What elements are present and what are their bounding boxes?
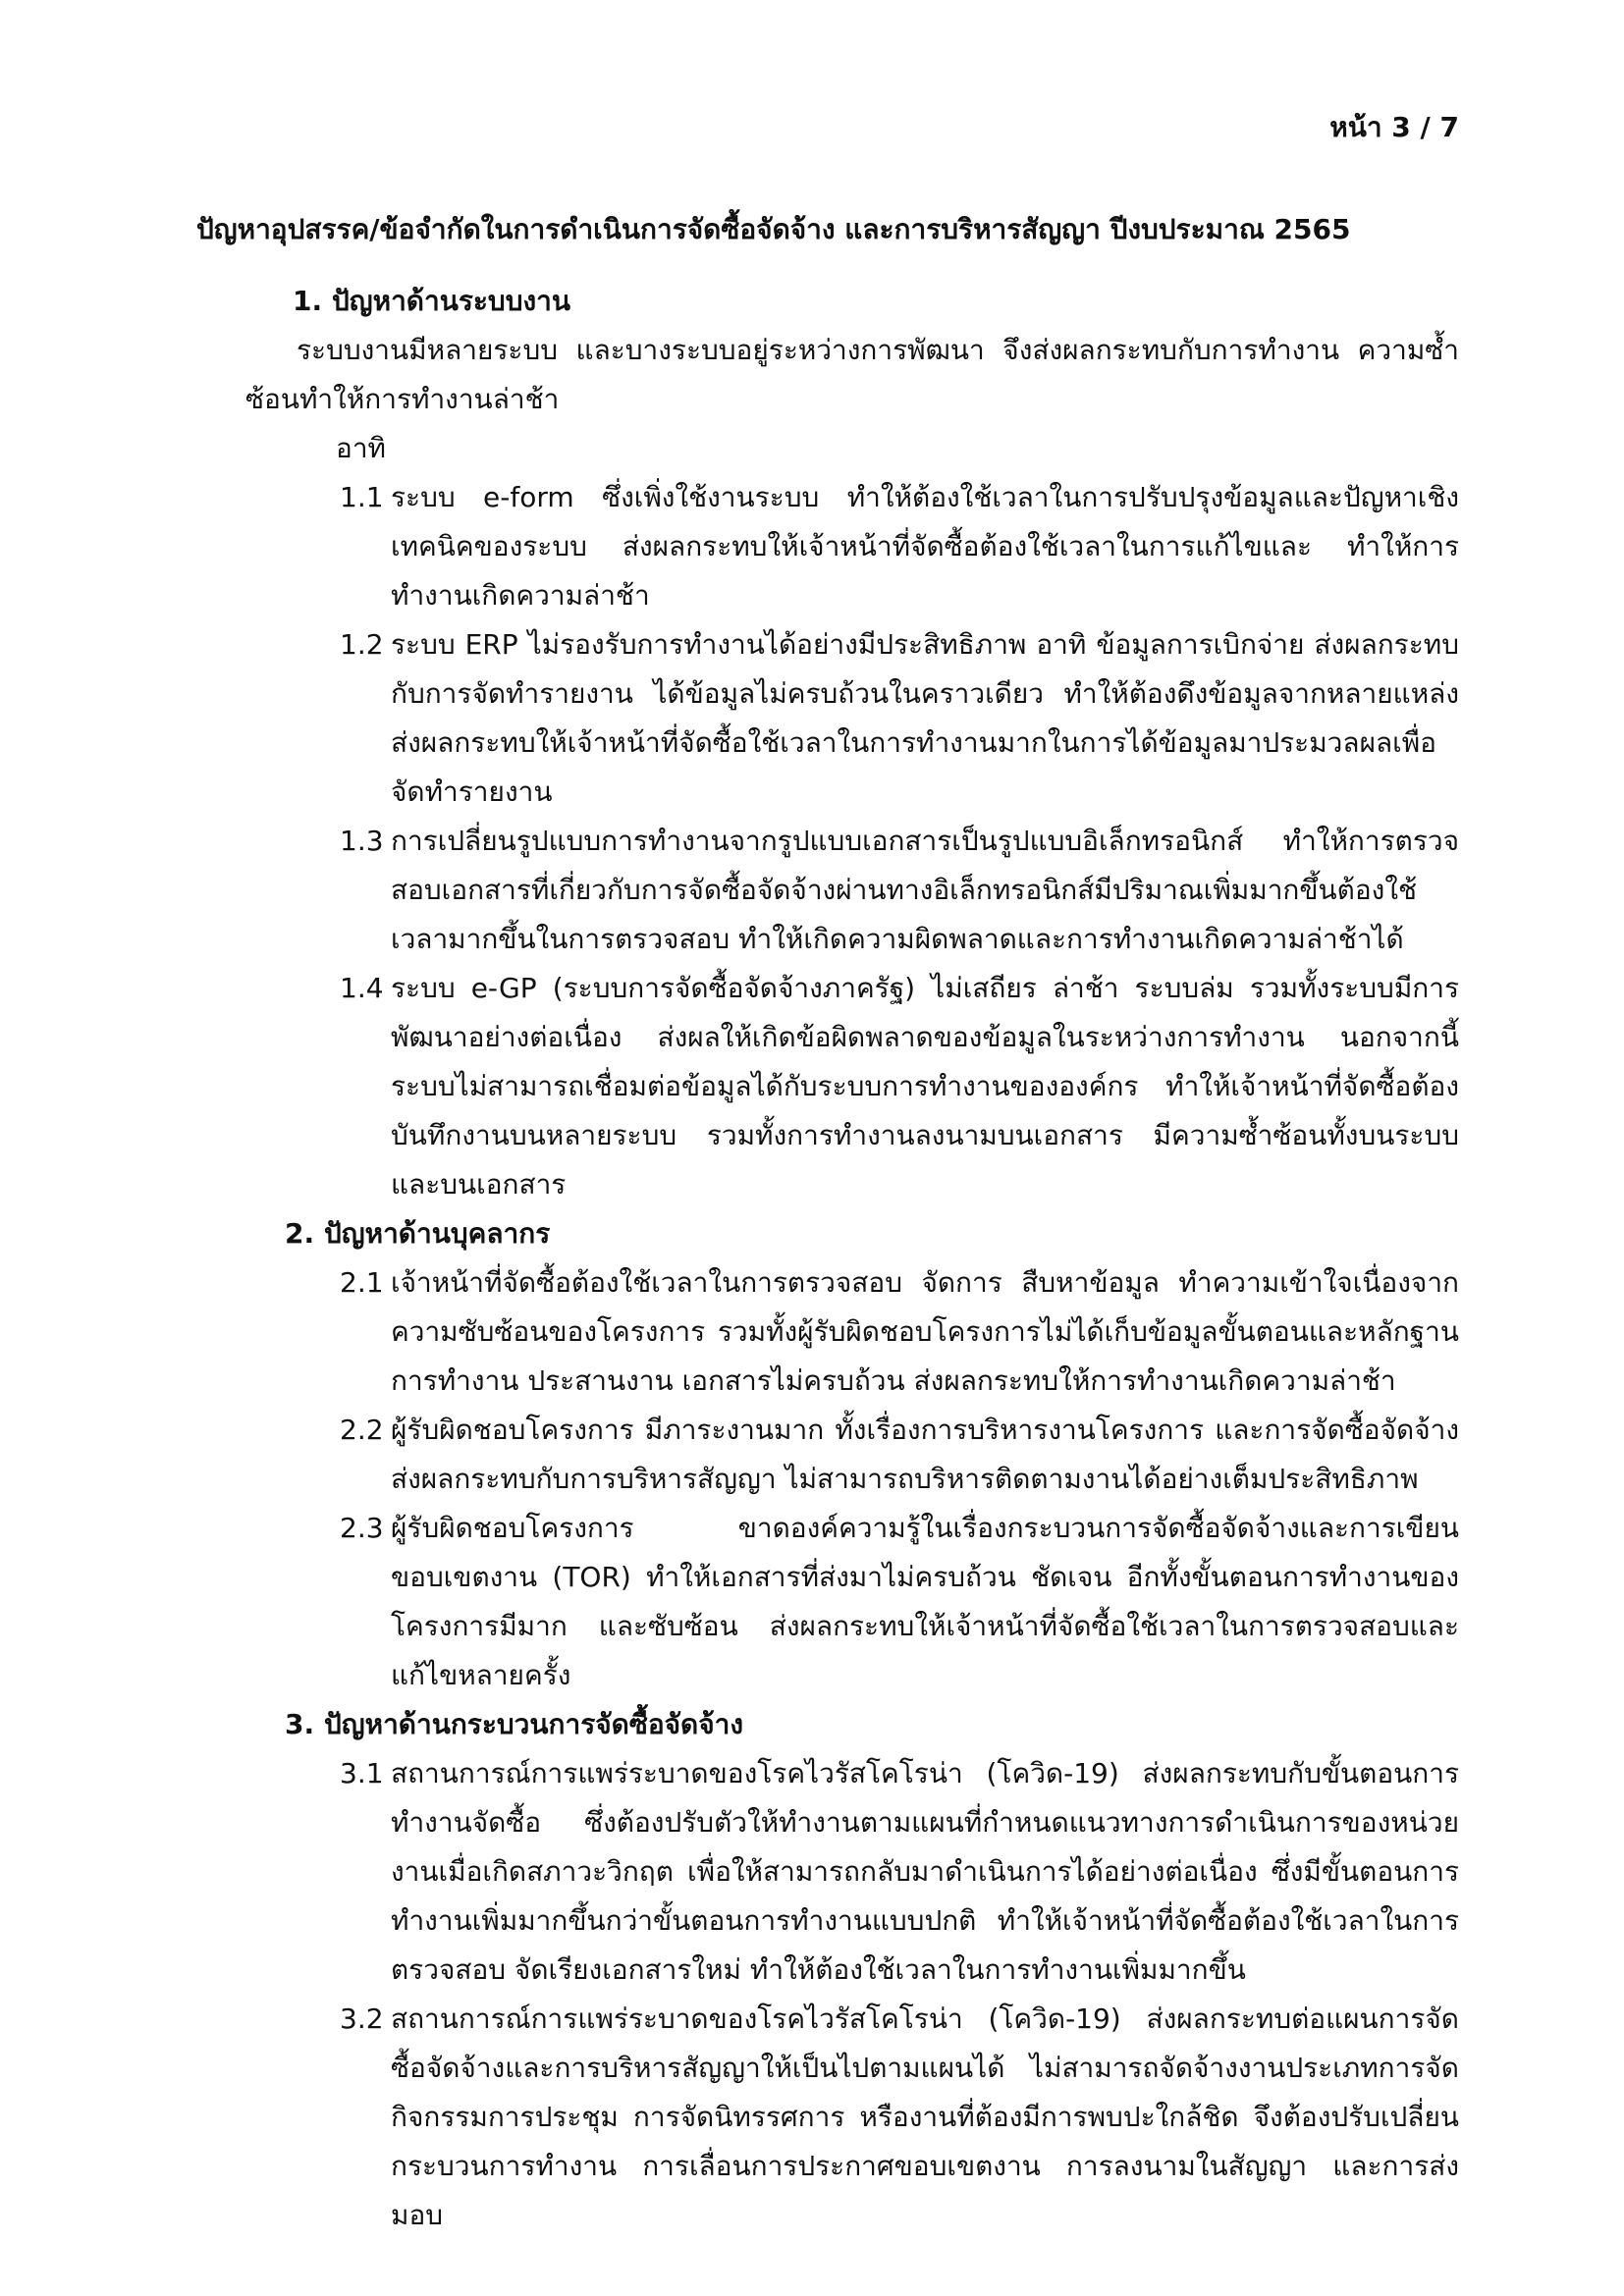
section-title: ปัญหาด้านกระบวนการจัดซื้อจัดจ้าง (324, 1708, 744, 1740)
document-title: ปัญหาอุปสรรค/ข้อจำกัดในการดำเนินการจัดซื้อจัดจ้าง และการบริหารสัญญา ปีงบประมาณ 2565 (196, 213, 1351, 245)
item-number: 2.2 (340, 1414, 384, 1446)
list-item-3-1 (340, 1749, 1459, 1995)
item-text: ระบบ e-form ซึ่งเพิ่งใช้งานระบบ ทำให้ต้องใช้เวลาในการปรับปรุงข้อมูลและปัญหาเชิงเทคนิคของระบบ ส่งผลกระทบให้เจ้าหน้าที่จัดซื้อต้องใช้เวลาในการแก้ไขและ ทำให้การทำงานเกิดความล่าช้า (391, 481, 1459, 612)
item-number: 1.4 (340, 972, 384, 1004)
list-item-1-1 (340, 473, 1459, 620)
section-intro (245, 326, 1459, 424)
page-number: หน้า 3 / 7 (1329, 111, 1459, 143)
document-body (245, 277, 1459, 2240)
section-title: ปัญหาด้านระบบงาน (332, 285, 571, 317)
section-heading-2 (285, 1209, 1459, 1258)
item-number: 3.2 (340, 2002, 384, 2035)
item-text: การเปลี่ยนรูปแบบการทำงานจากรูปแบบเอกสารเป็นรูปแบบอิเล็กทรอนิกส์ ทำให้การตรวจสอบเอกสารที่เกี่ยวกับการจัดซื้อจัดจ้างผ่านทางอิเล็กทรอนิกส์มีปริมาณเพิ่มมากขึ้นต้องใช้เวลามากขึ้นในการตรวจสอบ ทำให้เกิดความผิดพลาดและการทำงานเกิดความล่าช้าได้ (391, 825, 1459, 955)
list-item-2-2 (340, 1406, 1459, 1504)
list-item-1-4 (340, 964, 1459, 1209)
item-text: ระบบ e-GP (ระบบการจัดซื้อจัดจ้างภาครัฐ) ไม่เสถียร ล่าช้า ระบบล่ม รวมทั้งระบบมีการพัฒนาอย่างต่อเนื่อง ส่งผลให้เกิดข้อผิดพลาดของข้อมูลในระหว่างการทำงาน นอกจากนี้ระบบไม่สามารถเชื่อมต่อข้อมูลได้กับระบบการทำงานขององค์กร ทำให้เจ้าหน้าที่จัดซื้อต้องบันทึกงานบนหลายระบบ รวมทั้งการทำงานลงนามบนเอกสาร มีความซ้ำซ้อนทั้งบนระบบและบนเอกสาร (391, 972, 1459, 1201)
item-text: สถานการณ์การแพร่ระบาดของโรคไวรัสโคโรน่า (โควิด-19) ส่งผลกระทบกับขั้นตอนการทำงานจัดซื้อ ซึ่งต้องปรับตัวให้ทำงานตามแผนที่กำหนดแนวทางการดำเนินการของหน่วยงานเมื่อเกิดสภาวะวิกฤต เพื่อให้สามารถกลับมาดำเนินการได้อย่างต่อเนื่อง ซึ่งมีขั้นตอนการทำงานเพิ่มมากขึ้นกว่าขั้นตอนการทำงานแบบปกติ ทำให้เจ้าหน้าที่จัดซื้อต้องใช้เวลาในการตรวจสอบ จัดเรียงเอกสารใหม่ ทำให้ต้องใช้เวลาในการทำงานเพิ่มมากขึ้น (391, 1757, 1459, 1986)
item-number: 2.3 (340, 1512, 384, 1544)
list-item-1-2 (340, 620, 1459, 817)
item-text: เจ้าหน้าที่จัดซื้อต้องใช้เวลาในการตรวจสอบ จัดการ สืบหาข้อมูล ทำความเข้าใจเนื่องจากความซับซ้อนของโครงการ รวมทั้งผู้รับผิดชอบโครงการไม่ได้เก็บข้อมูลขั้นตอนและหลักฐานการทำงาน ประสานงาน เอกสารไม่ครบถ้วน ส่งผลกระทบให้การทำงานเกิดความล่าช้า (391, 1266, 1459, 1397)
item-number: 2.1 (340, 1266, 384, 1299)
list-item-2-3 (340, 1504, 1459, 1700)
item-text: ผู้รับผิดชอบโครงการ ขาดองค์ความรู้ในเรื่องกระบวนการจัดซื้อจัดจ้างและการเขียนขอบเขตงาน (TOR) ทำให้เอกสารที่ส่งมาไม่ครบถ้วน ชัดเจน อีกทั้งขั้นตอนการทำงานของโครงการมีมาก และซับซ้อน ส่งผลกระทบให้เจ้าหน้าที่จัดซื้อใช้เวลาในการตรวจสอบและแก้ไขหลายครั้ง (391, 1512, 1459, 1691)
section-number: 2. (285, 1217, 315, 1250)
section-heading-1 (293, 277, 1459, 326)
list-item-1-3 (340, 817, 1459, 964)
item-text: ระบบ ERP ไม่รองรับการทำงานได้อย่างมีประสิทธิภาพ อาทิ ข้อมูลการเบิกจ่าย ส่งผลกระทบกับการจัดทำรายงาน ได้ข้อมูลไม่ครบถ้วนในคราวเดียว ทำให้ต้องดึงข้อมูลจากหลายแหล่งส่งผลกระทบให้เจ้าหน้าที่จัดซื้อใช้เวลาในการทำงานมากในการได้ข้อมูลมาประมวลผลเพื่อจัดทำรายงาน (391, 628, 1459, 808)
item-number: 1.2 (340, 628, 384, 661)
section-number: 3. (285, 1708, 315, 1740)
item-number: 3.1 (340, 1757, 384, 1789)
section-intro-label: อาทิ (336, 432, 386, 464)
section-number: 1. (293, 285, 323, 317)
item-text: ผู้รับผิดชอบโครงการ มีภาระงานมาก ทั้งเรื่องการบริหารงานโครงการ และการจัดซื้อจัดจ้างส่งผลกระทบกับการบริหารสัญญา ไม่สามารถบริหารติดตามงานได้อย่างเต็มประสิทธิภาพ (391, 1414, 1459, 1495)
list-item-2-1 (340, 1258, 1459, 1406)
section-intro-text: ระบบงานมีหลายระบบ และบางระบบอยู่ระหว่างการพัฒนา จึงส่งผลกระทบกับการทำงาน ความซ้ำซ้อนทำให้การทำงานล่าช้า (245, 334, 1459, 415)
item-text: สถานการณ์การแพร่ระบาดของโรคไวรัสโคโรน่า (โควิด-19) ส่งผลกระทบต่อแผนการจัดซื้อจัดจ้างและการบริหารสัญญาให้เป็นไปตามแผนได้ ไม่สามารถจัดจ้างงานประเภทการจัดกิจกรรมการประชุม การจัดนิทรรศการ หรืองานที่ต้องมีการพบปะใกล้ชิด จึงต้องปรับเปลี่ยนกระบวนการทำงาน การเลื่อนการประกาศขอบเขตงาน การลงนามในสัญญา และการส่งมอบ (391, 2002, 1459, 2231)
section-title: ปัญหาด้านบุคลากร (324, 1217, 551, 1250)
section-heading-3 (285, 1700, 1459, 1749)
item-number: 1.1 (340, 481, 384, 513)
list-item-3-2 (340, 1995, 1459, 2240)
item-number: 1.3 (340, 825, 384, 857)
